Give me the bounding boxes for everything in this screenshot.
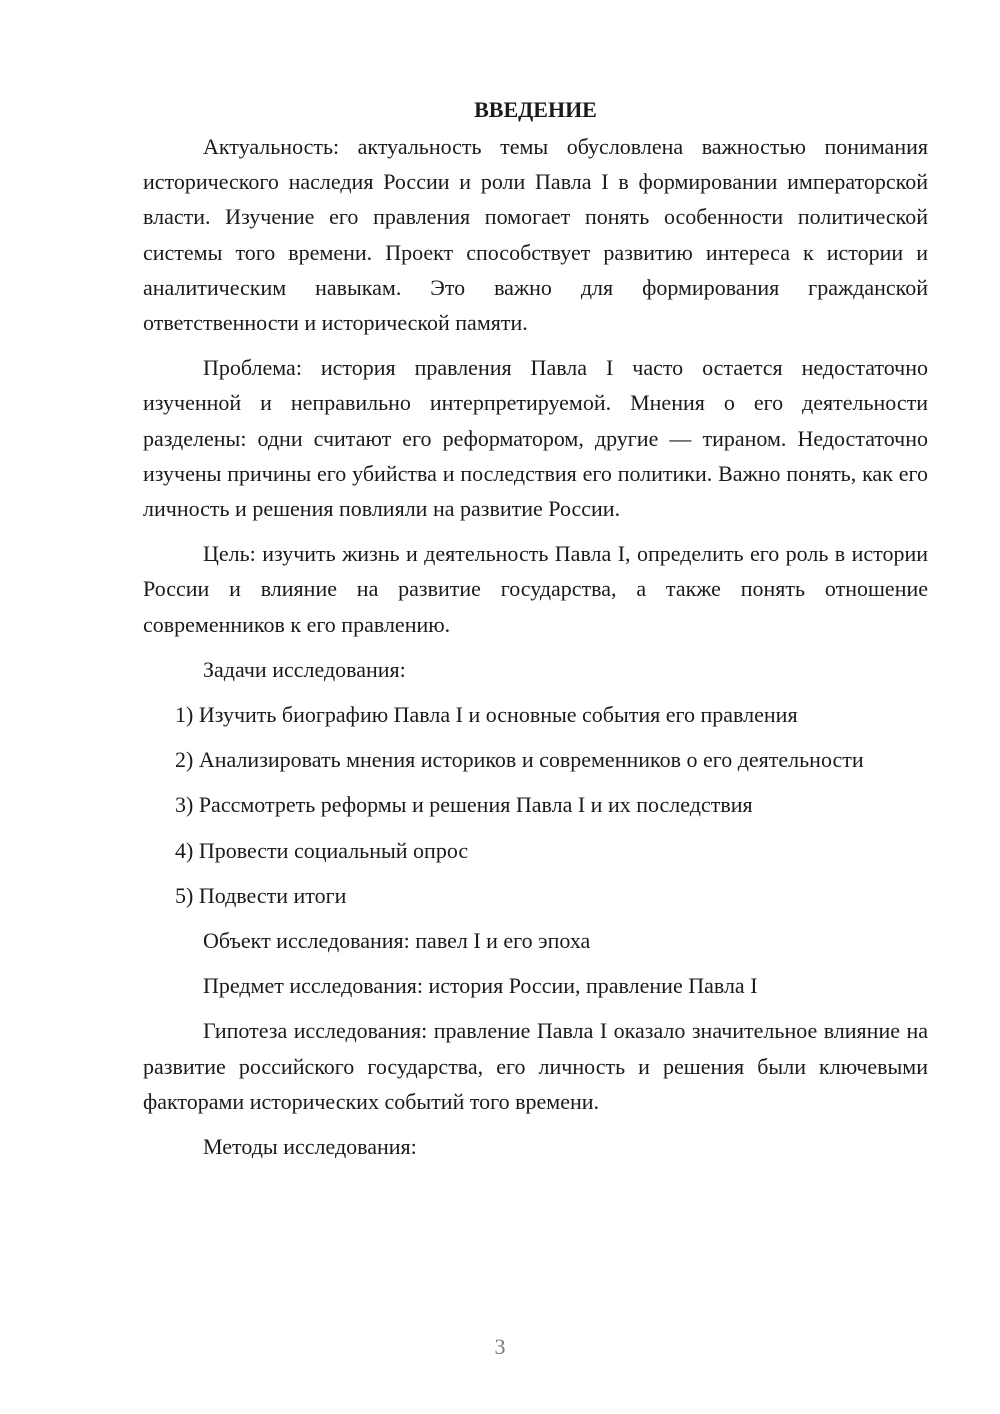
methods-heading: Методы исследования: <box>203 1134 417 1160</box>
document-page <box>143 92 928 1174</box>
page-number: 3 <box>494 1334 506 1359</box>
task-item-5: 5) Подвести итоги <box>175 882 347 908</box>
problem-paragraph: Проблема: история правления Павла I часто остается недостаточно изученной и неправильно интерпретируемой. Мнения о его деятельности разделены: одни считают его реформатором, другие — тираном. Недостаточно изучены причины его убийства и последствия его политики. Важно понять, как его личность и решения повлияли на развитие России. <box>143 355 928 522</box>
hypothesis-paragraph: Гипотеза исследования: правление Павла I оказало значительное влияние на развитие российского государства, его личность и решения были ключевыми факторами исторических событий того времени. <box>143 1018 928 1114</box>
tasks-heading: Задачи исследования: <box>203 656 406 682</box>
subject-paragraph: Предмет исследования: история России, правление Павла I <box>203 973 758 999</box>
task-item-3: 3) Рассмотреть реформы и решения Павла I и их последствия <box>175 792 753 818</box>
section-title: ВВЕДЕНИЕ <box>474 97 597 122</box>
task-item-2: 2) Анализировать мнения историков и современников о его деятельности <box>175 747 864 773</box>
task-item-1: 1) Изучить биографию Павла I и основные события его правления <box>175 702 798 728</box>
relevance-paragraph: Актуальность: актуальность темы обусловлена важностью понимания исторического наследия России и роли Павла I в формировании императорской власти. Изучение его правления помогает понять особенности политической системы того времени. Проект способствует развитию интереса к истории и аналитическим навыкам. Это важно для формирования гражданской ответственности и исторической памяти. <box>143 134 928 336</box>
task-item-4: 4) Провести социальный опрос <box>175 837 469 863</box>
object-paragraph: Объект исследования: павел I и его эпоха <box>203 928 591 954</box>
goal-paragraph: Цель: изучить жизнь и деятельность Павла I, определить его роль в истории России и влияние на развитие государства, а также понять отношение современников к его правлению. <box>143 541 928 637</box>
